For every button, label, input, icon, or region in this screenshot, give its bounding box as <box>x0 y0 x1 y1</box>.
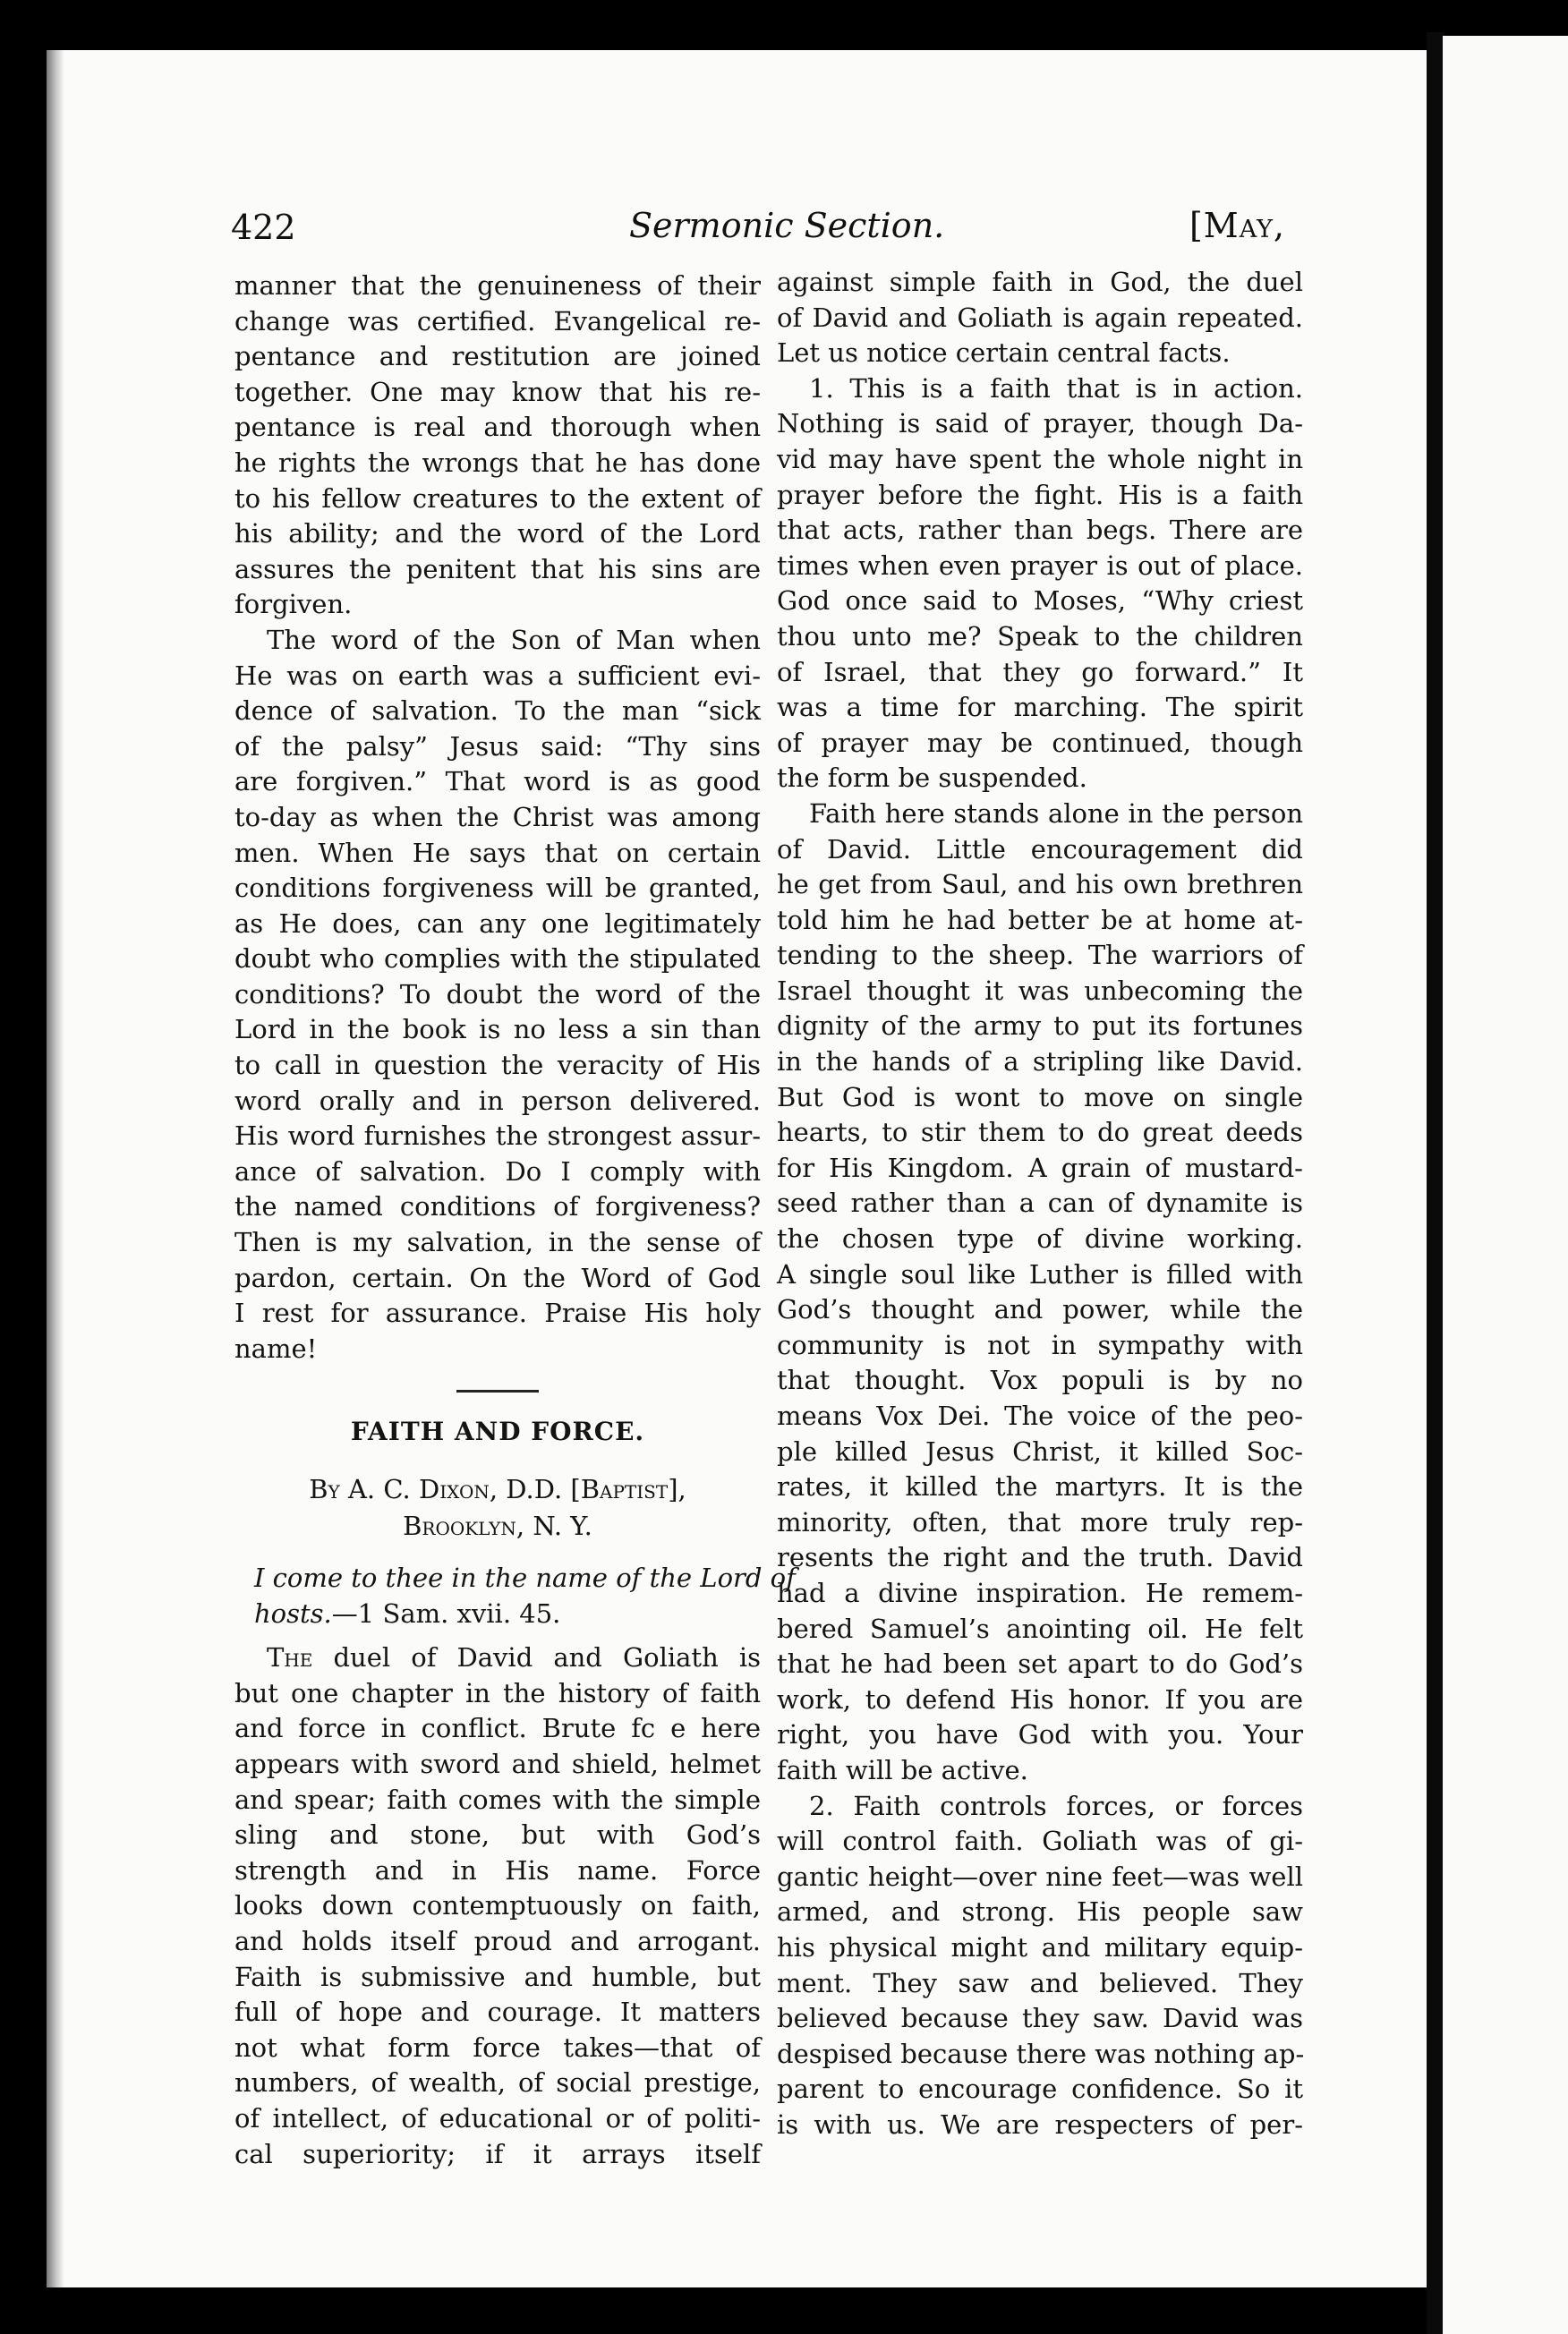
text-line: word orally and in person delivered. <box>234 1085 761 1116</box>
text-line: of David and Goliath is again repeated. <box>777 302 1303 333</box>
text-line: change was certified. Evangelical re- <box>234 305 761 336</box>
text-line: ment. They saw and believed. They <box>777 1967 1303 1998</box>
text-line: of David. Little encouragement did <box>777 833 1303 865</box>
text-line: against simple faith in God, the duel <box>777 267 1303 297</box>
paragraph-first-line <box>234 1640 761 1676</box>
text-line: that thought. Vox populi is by no <box>777 1365 1303 1396</box>
text-line: name! <box>234 1333 318 1364</box>
text-line: seed rather than a can of dynamite is <box>777 1188 1303 1219</box>
text-line: not what form force takes—that of <box>234 2032 761 2063</box>
text-line: dence of salvation. To the man “sick <box>234 695 761 727</box>
text-line: as He does, can any one legitimately <box>234 907 761 939</box>
text-line: to call in question the veracity of His <box>234 1050 761 1081</box>
lead-word-rest: duel of David and Goliath is <box>312 1642 761 1674</box>
text-line: of Israel, that they go forward.” It <box>777 656 1303 687</box>
text-line: doubt who complies with the stipulated <box>234 943 761 975</box>
text-line: gantic height—over nine feet—was well <box>777 1861 1303 1892</box>
text-line: I rest for assurance. Praise His holy <box>234 1298 761 1329</box>
text-line: faith will be active. <box>777 1754 1028 1785</box>
text-line: was a time for marching. The spirit <box>777 692 1303 723</box>
left-paragraph-2 <box>234 623 761 1367</box>
text-line: the named conditions of forgiveness? <box>234 1191 761 1222</box>
text-line: he get from Saul, and his own brethren <box>777 869 1303 900</box>
text-line: sling and stone, but with God’s <box>234 1819 761 1851</box>
text-line: rates, it killed the martyrs. It is the <box>777 1471 1303 1503</box>
text-line: and holds itself proud and arrogant. <box>234 1925 761 1956</box>
text-line: men. When He says that on certain <box>234 837 761 868</box>
page-binding-edge <box>47 50 64 2287</box>
text-line: appears with sword and shield, helmet <box>234 1748 761 1779</box>
text-line: assures the penitent that his sins are <box>234 553 761 584</box>
text-line: will control faith. Goliath was of gi- <box>777 1826 1303 1857</box>
page-gutter <box>1427 32 1444 2334</box>
text-line: God once said to Moses, “Why criest <box>777 585 1303 617</box>
text-line: of prayer may be continued, though <box>777 727 1303 758</box>
text-line: strength and in His name. Force <box>234 1854 761 1886</box>
text-line: forgiven. <box>234 589 353 620</box>
text-line: thou unto me? Speak to the children <box>777 620 1303 652</box>
text-line: that acts, rather than begs. There are <box>777 515 1303 546</box>
text-line: bered Samuel’s anointing oil. He felt <box>777 1613 1303 1644</box>
page-number: 422 <box>231 208 296 247</box>
epigraph-text: hosts. <box>254 1597 332 1629</box>
text-line: but one chapter in the history of faith <box>234 1677 761 1708</box>
text-line: But God is wont to move on single <box>777 1081 1303 1112</box>
text-line: God’s thought and power, while the <box>777 1294 1303 1325</box>
text-line: to his fellow creatures to the extent of <box>234 482 761 514</box>
text-line: of the palsy” Jesus said: “Thy sins <box>234 730 761 762</box>
text-line: Faith is submissive and humble, but <box>234 1961 761 1992</box>
byline <box>234 1471 761 1545</box>
text-line: His word furnishes the strongest assur- <box>234 1120 761 1152</box>
text-line: Then is my salvation, in the sense of <box>234 1227 761 1258</box>
right-column <box>777 265 1303 2142</box>
text-line: Israel thought it was unbecoming the <box>777 975 1303 1006</box>
text-line: that he had been set apart to do God’s <box>777 1648 1303 1680</box>
text-line: resents the right and the truth. David <box>777 1542 1303 1573</box>
adjacent-page-edge <box>1443 36 1568 2334</box>
section-title: Sermonic Section. <box>629 206 945 245</box>
text-line: conditions? To doubt the word of the <box>234 978 761 1009</box>
text-line: A single soul like Luther is filled with <box>777 1258 1303 1290</box>
text-line: and spear; faith comes with the simple <box>234 1784 761 1815</box>
right-paragraph-2 <box>777 371 1303 796</box>
text-line: pentance is real and thorough when <box>234 412 761 443</box>
text-line: had a divine inspiration. He remem- <box>777 1577 1303 1608</box>
text-line: The word of the Son of Man when <box>267 624 761 655</box>
text-line: cal superiority; if it arrays itself <box>234 2138 761 2169</box>
text-line: is with us. We are respecters of per- <box>777 2108 1303 2140</box>
article-title: FAITH AND FORCE. <box>350 1417 645 1447</box>
text-line: told him he had better be at home at- <box>777 904 1303 935</box>
right-paragraph-3 <box>777 796 1303 1789</box>
text-line: Faith here stands alone in the person <box>809 797 1303 829</box>
text-line: pardon, certain. On the Word of God <box>234 1262 761 1293</box>
text-line: full of hope and courage. It matters <box>234 1997 761 2028</box>
text-line: manner that the genuineness of their <box>234 270 761 301</box>
text-line: together. One may know that his re- <box>234 376 761 407</box>
text-line: are forgiven.” That word is as good <box>234 766 761 797</box>
text-line: Lord in the book is no less a sin than <box>234 1014 761 1045</box>
left-paragraph-3 <box>234 1640 761 2172</box>
text-line: he rights the wrongs that he has done <box>234 447 761 478</box>
text-line: the chosen type of divine working. <box>777 1223 1303 1255</box>
text-line: for His Kingdom. A grain of mustard- <box>777 1152 1303 1183</box>
text-line: to-day as when the Christ was among <box>234 801 761 832</box>
running-head-month: [May, <box>1189 206 1285 245</box>
lead-word: The <box>267 1642 313 1674</box>
text-line: his ability; and the word of the Lord <box>234 518 761 549</box>
left-paragraph-1 <box>234 268 761 623</box>
text-line: community is not in sympathy with <box>777 1329 1303 1360</box>
epigraph-reference: —1 Sam. xvii. 45. <box>331 1597 561 1629</box>
text-line: right, you have God with you. Your <box>777 1719 1303 1750</box>
section-divider <box>456 1390 539 1393</box>
text-line: the form be suspended. <box>777 762 1087 794</box>
text-line: dignity of the army to put its fortunes <box>777 1010 1303 1042</box>
text-line: in the hands of a stripling like David. <box>777 1046 1303 1078</box>
epigraph-line-1: I come to thee in the name of the Lord of <box>254 1563 796 1593</box>
epigraph-line-2 <box>254 1597 761 1632</box>
text-line: believed because they saw. David was <box>777 2003 1303 2034</box>
text-line: vid may have spent the whole night in <box>777 443 1303 474</box>
text-line: tending to the sheep. The warriors of <box>777 940 1303 971</box>
text-line: prayer before the fight. His is a faith <box>777 479 1303 510</box>
text-line: means Vox Dei. The voice of the peo- <box>777 1401 1303 1431</box>
text-line: looks down contemptuously on faith, <box>234 1890 761 1921</box>
byline-place: Brooklyn, N. Y. <box>403 1511 592 1541</box>
text-line: ple killed Jesus Christ, it killed Soc- <box>777 1435 1303 1467</box>
text-line: 1. This is a faith that is in action. <box>809 372 1303 404</box>
text-line: times when even prayer is out of place. <box>777 549 1303 581</box>
text-line: minority, often, that more truly rep- <box>777 1506 1303 1538</box>
running-head <box>231 202 1285 256</box>
text-line: ance of salvation. Do I comply with <box>234 1155 761 1187</box>
text-line: armed, and strong. His people saw <box>777 1896 1303 1928</box>
text-line: conditions forgiveness will be granted, <box>234 873 761 904</box>
text-line: hearts, to stir them to do great deeds <box>777 1117 1303 1148</box>
text-line: parent to encourage confidence. So it <box>777 2074 1303 2105</box>
byline-author: By A. C. Dixon, D.D. [Baptist], <box>309 1474 686 1504</box>
text-line: despised because there was nothing ap- <box>777 2038 1305 2069</box>
text-line: pentance and restitution are joined <box>234 341 761 372</box>
right-paragraph-4 <box>777 1789 1303 2143</box>
text-line: Let us notice certain central facts. <box>777 337 1231 369</box>
text-line: 2. Faith controls forces, or forces <box>809 1790 1303 1821</box>
right-paragraph-1 <box>777 265 1303 371</box>
left-column <box>234 268 796 2172</box>
epigraph <box>234 1561 796 1631</box>
text-line: Nothing is said of prayer, though Da- <box>777 408 1303 439</box>
text-line: his physical might and military equip- <box>777 1931 1303 1963</box>
text-line: numbers, of wealth, of social prestige, <box>234 2067 761 2099</box>
text-line: of intellect, of educational or of politi- <box>234 2102 761 2134</box>
text-line: He was on earth was a sufficient evi- <box>234 660 761 691</box>
text-line: work, to defend His honor. If you are <box>777 1683 1303 1715</box>
text-line: and force in conflict. Brute fc e here <box>234 1713 761 1744</box>
